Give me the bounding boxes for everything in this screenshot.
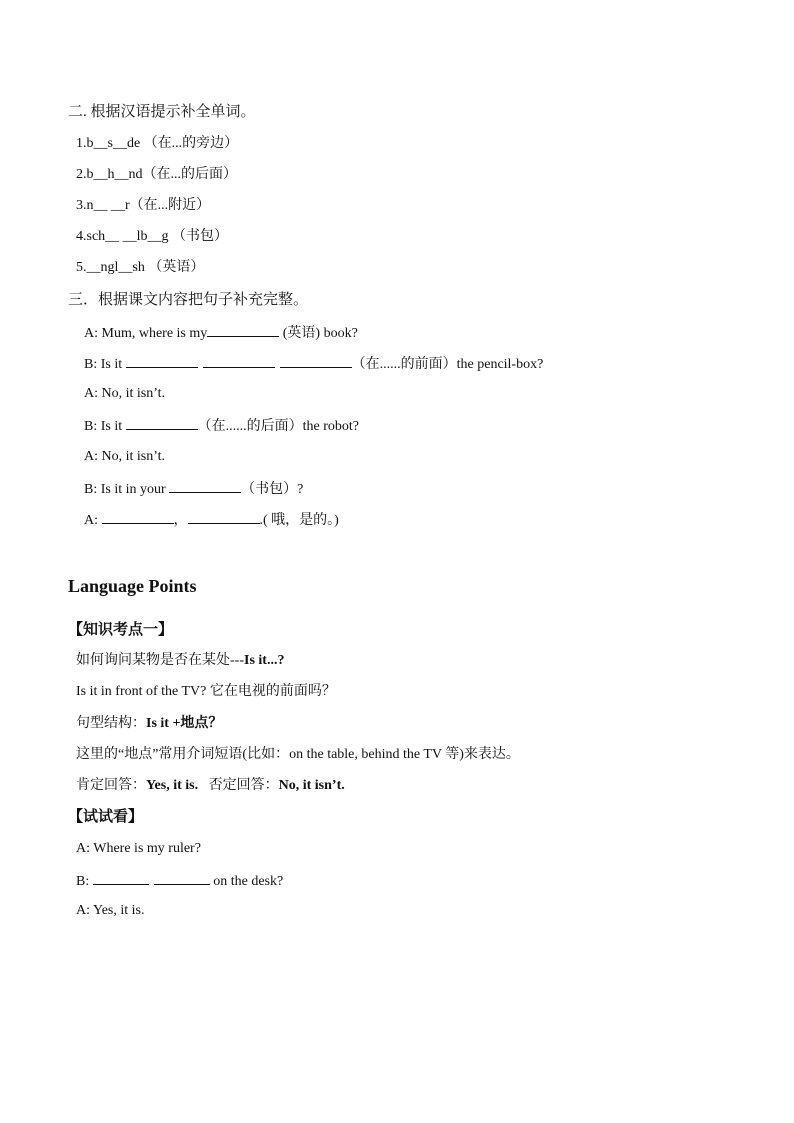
answer-blank[interactable] (188, 509, 260, 524)
try-line-1: A: Where is my ruler? (76, 841, 201, 856)
knowledge-point-1-heading: 【知识考点一】 (68, 622, 174, 638)
answer-blank[interactable] (126, 415, 198, 430)
dialog-line-2-suffix: （在......的前面）the pencil-box? (351, 357, 544, 372)
kp1-line-1 (76, 651, 284, 671)
answer-blank[interactable] (280, 353, 352, 368)
dialog-line-1-suffix: (英语) book? (279, 326, 358, 341)
section3-heading: 三．根据课文内容把句子补充完整。 (68, 292, 309, 308)
kp1-line-5-middle: 否定回答： (198, 778, 279, 793)
dialog-line-6 (84, 478, 303, 500)
kp1-line-5-bold-no: No, it isn’t. (278, 778, 345, 793)
dialog-line-4-suffix: （在......的后面）the robot? (197, 419, 359, 434)
kp1-line-5 (76, 776, 345, 796)
answer-blank[interactable] (207, 322, 279, 337)
answer-blank[interactable] (102, 509, 174, 524)
dialog-line-7-comma: ， (173, 513, 188, 528)
dialog-line-3: A: No, it isn’t. (84, 386, 166, 401)
dialog-line-6-prefix: B: Is it in your (84, 482, 170, 497)
section2-item-2: 2.b__h__nd（在...的后面） (76, 167, 237, 182)
kp1-line-5-bold-yes: Yes, it is. (146, 778, 199, 793)
dialog-line-7-suffix: .( 哦，是的。) (259, 513, 339, 528)
dialog-line-1 (84, 322, 358, 344)
try-line-2-prefix: B: (76, 874, 93, 889)
answer-blank[interactable] (203, 353, 275, 368)
section2-item-1: 1.b__s__de （在...的旁边） (76, 136, 239, 151)
kp1-line-3-text: 句型结构： (76, 716, 146, 731)
kp1-line-1-bold: Is it...? (244, 653, 285, 668)
try-it-heading: 【试试看】 (68, 809, 144, 825)
section2-item-5: 5.__ngl__sh （英语） (76, 260, 205, 275)
section2-item-4: 4.sch__ __lb__g （书包） (76, 229, 229, 244)
dialog-line-7-prefix: A: (84, 513, 102, 528)
try-line-2 (76, 870, 283, 892)
try-line-2-suffix: on the desk? (209, 874, 284, 889)
kp1-line-1-text: 如何询问某物是否在某处--- (76, 653, 244, 668)
answer-blank[interactable] (93, 870, 149, 885)
try-line-3: A: Yes, it is. (76, 903, 145, 918)
answer-blank[interactable] (154, 870, 210, 885)
dialog-line-7 (84, 509, 339, 531)
kp1-line-3-bold: Is it +地点？ (146, 716, 223, 731)
dialog-line-4-prefix: B: Is it (84, 419, 126, 434)
dialog-line-5: A: No, it isn’t. (84, 449, 166, 464)
answer-blank[interactable] (126, 353, 198, 368)
section2-heading: 二. 根据汉语提示补全单词。 (68, 104, 256, 120)
dialog-line-4 (84, 415, 359, 437)
dialog-line-6-suffix: （书包）? (241, 482, 304, 497)
kp1-line-5-text: 肯定回答： (76, 778, 146, 793)
kp1-line-3 (76, 714, 222, 734)
dialog-line-2-prefix: B: Is it (84, 357, 126, 372)
answer-blank[interactable] (169, 478, 241, 493)
kp1-line-4: 这里的“地点”常用介词短语(比如：on the table, behind the TV 等)来表达。 (76, 747, 520, 762)
language-points-title: Language Points (68, 576, 197, 596)
kp1-line-2: Is it in front of the TV? 它在电视的前面吗？ (76, 684, 336, 699)
dialog-line-2 (84, 353, 543, 375)
section2-item-3: 3.n__ __r（在...附近） (76, 198, 211, 213)
dialog-line-1-prefix: A: Mum, where is my (84, 326, 208, 341)
